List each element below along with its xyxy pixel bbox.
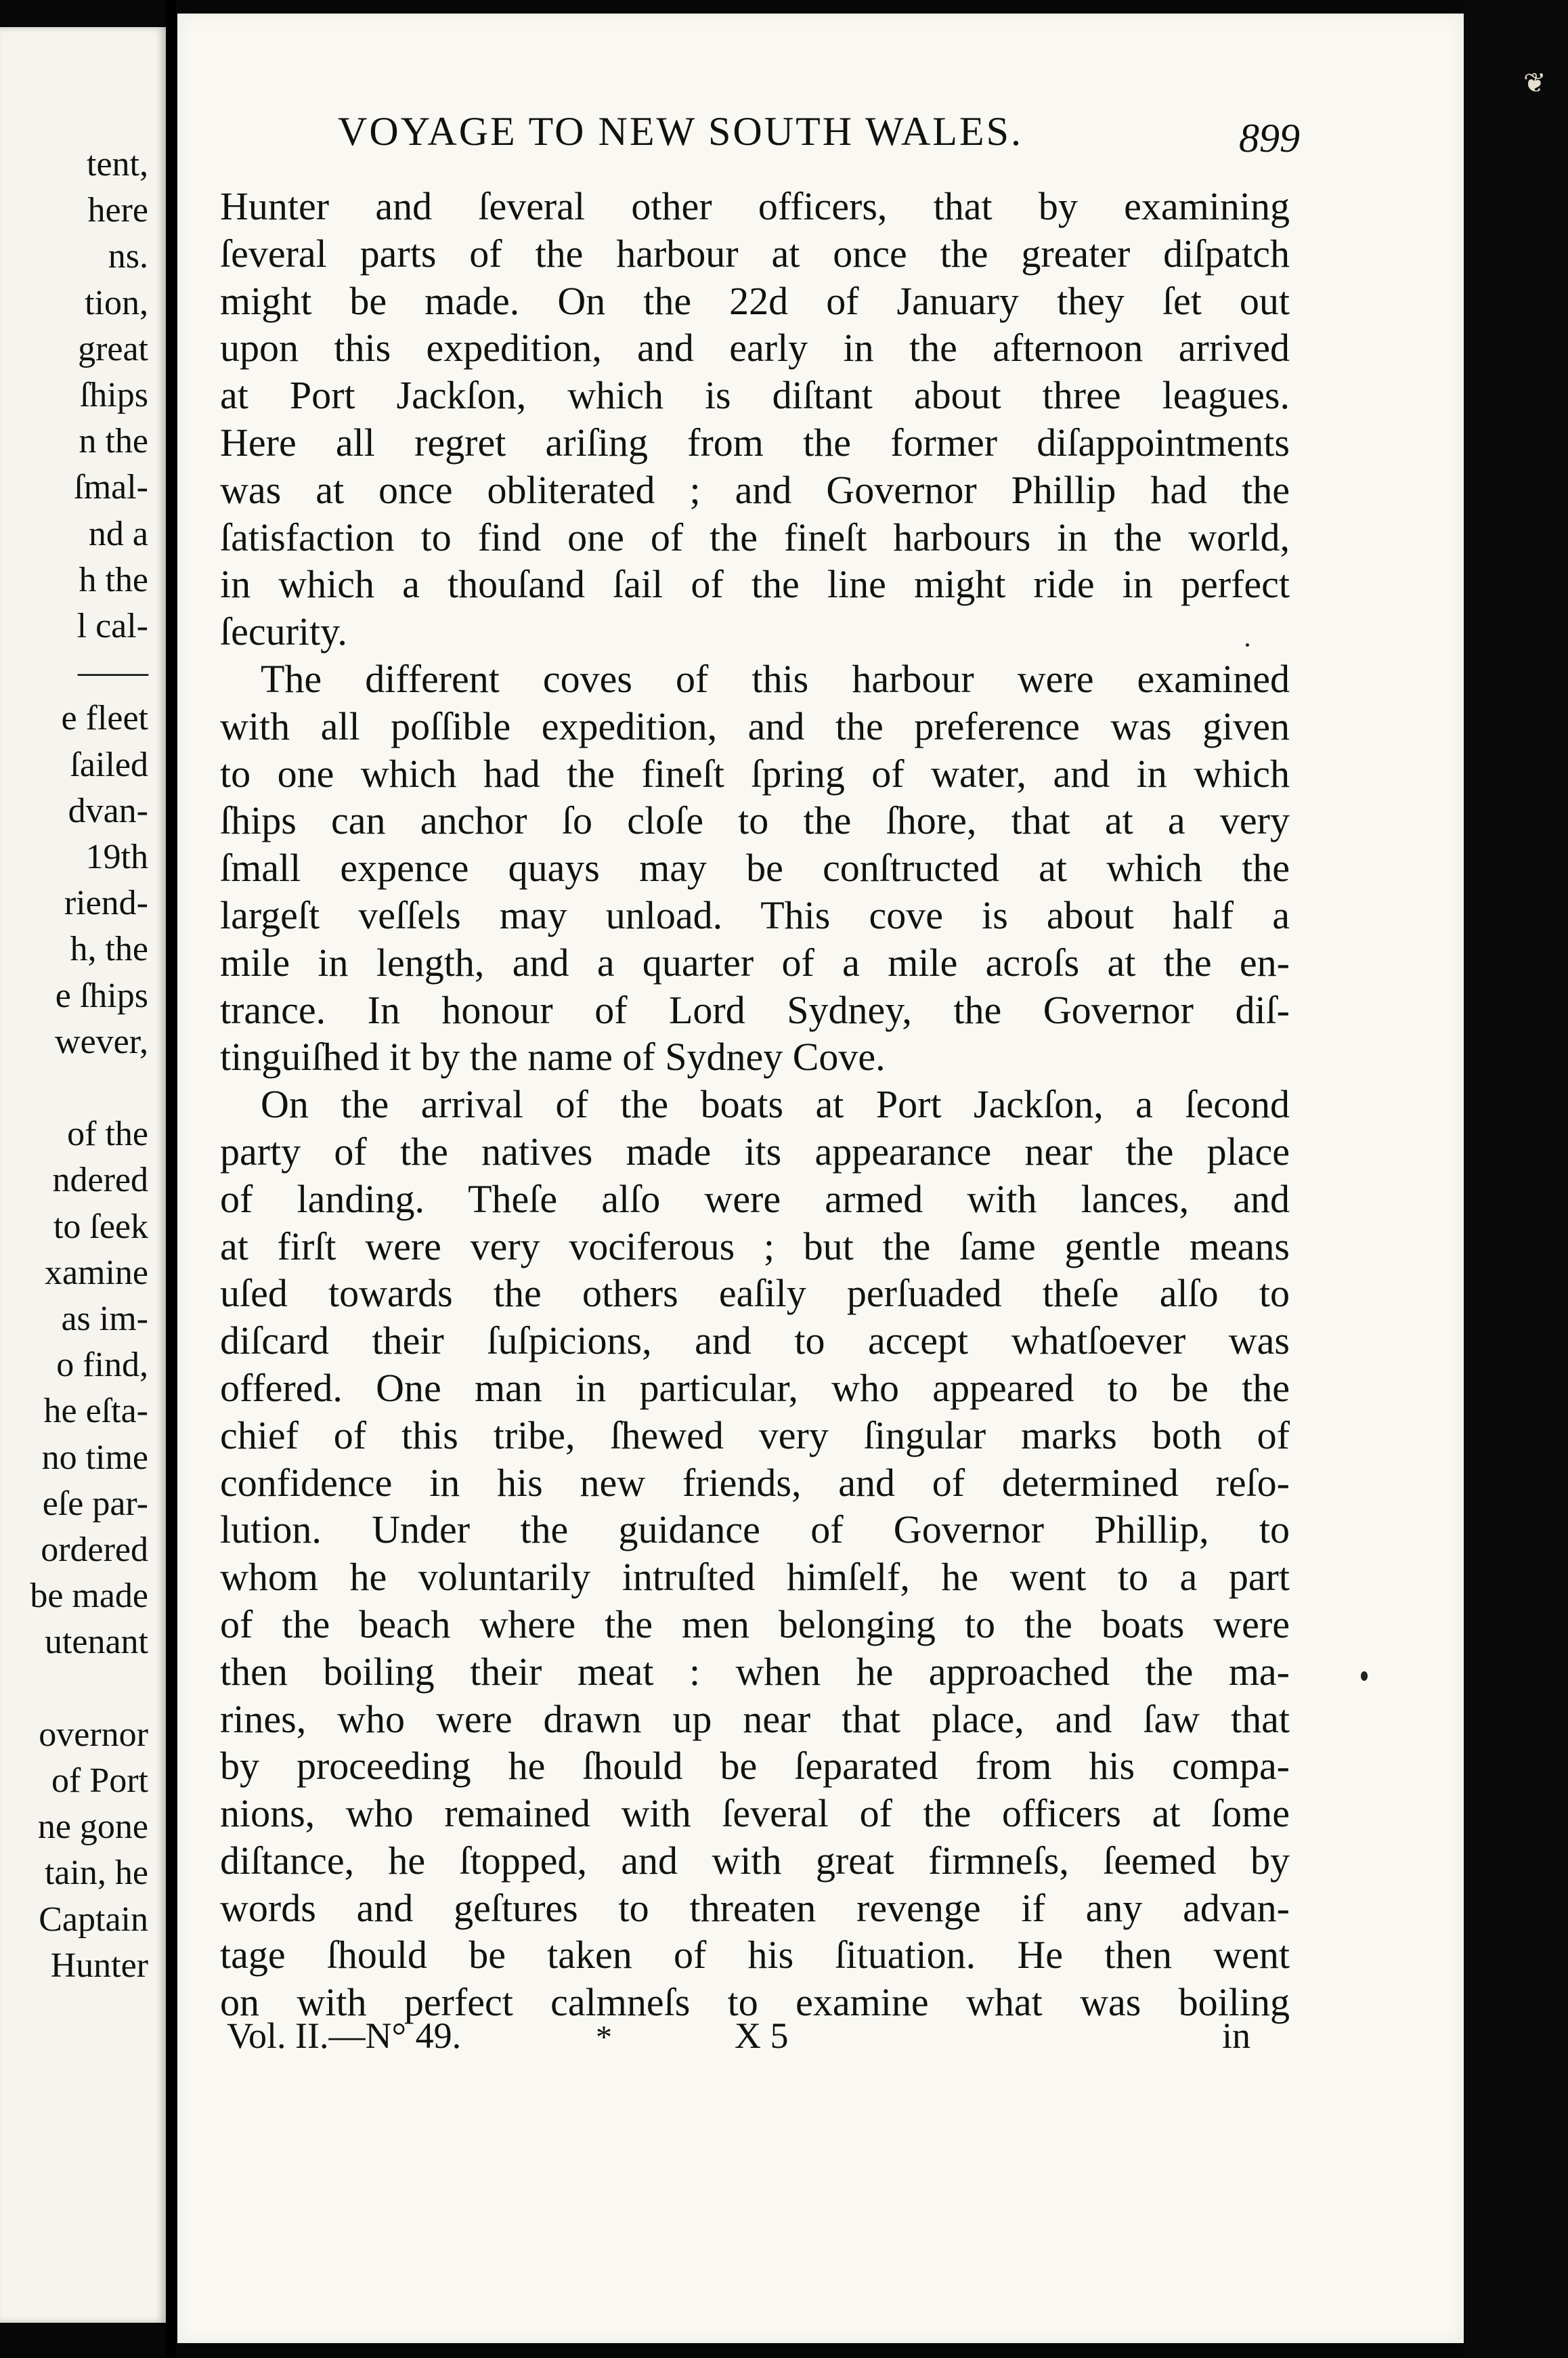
text-line: at Port Jackſon, which is diſtant about three leagues. (220, 373, 1290, 418)
text-line: words and geſtures to threaten revenge if any advan- (220, 1885, 1290, 1930)
signature-star: * (596, 2019, 612, 2055)
left-page-line: tent, (87, 145, 148, 184)
left-page-line: of the (67, 1115, 148, 1154)
left-page-line: o find, (56, 1346, 148, 1385)
text-line: to one which had the fineſt ſpring of water, and in which (220, 751, 1290, 796)
left-page-line: great (78, 329, 148, 368)
left-page-line: Hunter (50, 1946, 148, 1985)
page-footer (227, 2015, 1283, 2062)
text-line: The different coves of this harbour were examined (261, 656, 1290, 701)
left-page-line: h the (79, 560, 148, 599)
left-page-line: to ſeek (53, 1207, 148, 1246)
text-line: might be made. On the 22d of January they ſet out (220, 278, 1290, 323)
left-page-line: ndered (52, 1161, 148, 1200)
left-page-line: riend- (64, 884, 148, 923)
text-line: Here all regret ariſing from the former diſappointments (220, 420, 1290, 465)
ink-speck (1246, 643, 1249, 647)
left-page-line: ordered (41, 1530, 148, 1569)
binding-gutter (166, 0, 176, 2358)
left-page-line: e fleet (61, 699, 148, 738)
text-line: tage ſhould be taken of his ſituation. He then went (220, 1933, 1290, 1977)
left-page-line: Captain (39, 1900, 148, 1939)
text-line: chief of this tribe, ſhewed very ſingular marks both of (220, 1413, 1290, 1457)
text-line: lution. Under the guidance of Governor Phillip, to (220, 1507, 1290, 1552)
left-page-line: utenant (44, 1623, 148, 1662)
text-line: rines, who were drawn up near that place, and ſaw that (220, 1696, 1290, 1741)
text-line: tinguiſhed it by the name of Sydney Cove. (220, 1035, 886, 1079)
text-line: upon this expedition, and early in the afternoon arrived (220, 326, 1290, 370)
body-text (220, 183, 1290, 2026)
text-line: ſhips can anchor ſo cloſe to the ſhore, that at a very (220, 798, 1290, 843)
left-page-line: 19th (85, 838, 148, 876)
left-page-line: ne gone (37, 1807, 148, 1847)
text-line: On the arrival of the boats at Port Jackſon, a ſecond (261, 1082, 1290, 1127)
left-page-line: —— (78, 653, 148, 692)
left-page-line: overnor (39, 1715, 148, 1754)
text-line: on with perfect calmneſs to examine what was boiling (220, 1980, 1290, 2025)
page-number: 899 (1239, 116, 1300, 160)
text-line: with all poſſible expedition, and the preference was given (220, 704, 1290, 748)
text-line: uſed towards the others eaſily perſuaded theſe alſo to (220, 1271, 1290, 1316)
text-line: ſatisfaction to find one of the fineſt harbours in the world, (220, 515, 1290, 559)
text-line: at firſt were very vociferous ; but the ſame gentle means (220, 1224, 1290, 1268)
left-page-line: no time (41, 1438, 148, 1477)
catchword: in (1222, 2015, 1251, 2056)
right-page-edge (1464, 0, 1568, 2358)
volume-number: Vol. II.—N° 49. (227, 2015, 462, 2056)
left-page-line: ſailed (70, 745, 148, 784)
left-page-line: dvan- (68, 791, 148, 830)
left-page-line: e ſhips (55, 976, 148, 1015)
text-line: Hunter and ſeveral other officers, that by examining (220, 184, 1290, 228)
text-line: was at once obliterated ; and Governor Phillip had the (220, 467, 1290, 512)
left-page-line: here (87, 191, 148, 230)
left-page-line: xamine (44, 1253, 148, 1292)
signature-mark: X 5 (735, 2015, 789, 2056)
left-page-line: ſhips (79, 376, 148, 414)
left-page-line: he eſta- (43, 1392, 148, 1431)
left-page-line: wever, (55, 1022, 148, 1061)
running-head: VOYAGE TO NEW SOUTH WALES. (338, 109, 1023, 154)
left-page-line: nd a (88, 514, 148, 553)
left-page-line: ſmal- (74, 468, 148, 507)
text-line: of the beach where the men belonging to the boats were (220, 1602, 1290, 1646)
text-line: diſcard their ſuſpicions, and to accept whatſoever was (220, 1319, 1290, 1363)
text-line: mile in length, and a quarter of a mile acroſs at the en- (220, 940, 1290, 985)
text-line: whom he voluntarily intruſted himſelf, he went to a part (220, 1555, 1290, 1600)
left-page-line: of Port (51, 1761, 148, 1800)
left-page-fragment (0, 27, 166, 2323)
text-line: by proceeding he ſhould be ſeparated from his compa- (220, 1744, 1290, 1788)
left-page-line: tain, he (44, 1853, 148, 1893)
text-line: nions, who remained with ſeveral of the officers at ſome (220, 1791, 1290, 1836)
edge-mark-icon: ❦ (1523, 68, 1546, 99)
left-page-line: n the (79, 422, 148, 461)
text-line: offered. One man in particular, who appeared to be the (220, 1365, 1290, 1410)
left-page-line: tion, (85, 283, 148, 322)
ink-speck (1361, 1671, 1368, 1681)
text-line: ſecurity. (220, 609, 347, 654)
text-line: largeſt veſſels may unload. This cove is about half a (220, 893, 1290, 937)
left-page-line: be made (30, 1577, 148, 1616)
text-line: confidence in his new friends, and of determined reſo- (220, 1460, 1290, 1505)
text-line: in which a thouſand ſail of the line might ride in perfect (220, 562, 1290, 607)
text-line: trance. In honour of Lord Sydney, the Governor diſ- (220, 987, 1290, 1032)
left-page-line: l cal- (77, 607, 148, 645)
text-line: then boiling their meat : when he approached the ma- (220, 1649, 1290, 1694)
text-line: party of the natives made its appearance near the place (220, 1129, 1290, 1174)
text-line: ſmall expence quays may be conſtructed at which the (220, 846, 1290, 891)
left-page-line: ns. (108, 237, 148, 276)
text-line: ſeveral parts of the harbour at once the greater diſpatch (220, 231, 1290, 276)
left-page-line: as im- (61, 1300, 148, 1338)
left-page-line: eſe par- (42, 1484, 148, 1523)
text-line: of landing. Theſe alſo were armed with lances, and (220, 1176, 1290, 1221)
left-page-line: h, the (70, 930, 148, 969)
text-line: diſtance, he ſtopped, and with great firmneſs, ſeemed by (220, 1838, 1290, 1883)
